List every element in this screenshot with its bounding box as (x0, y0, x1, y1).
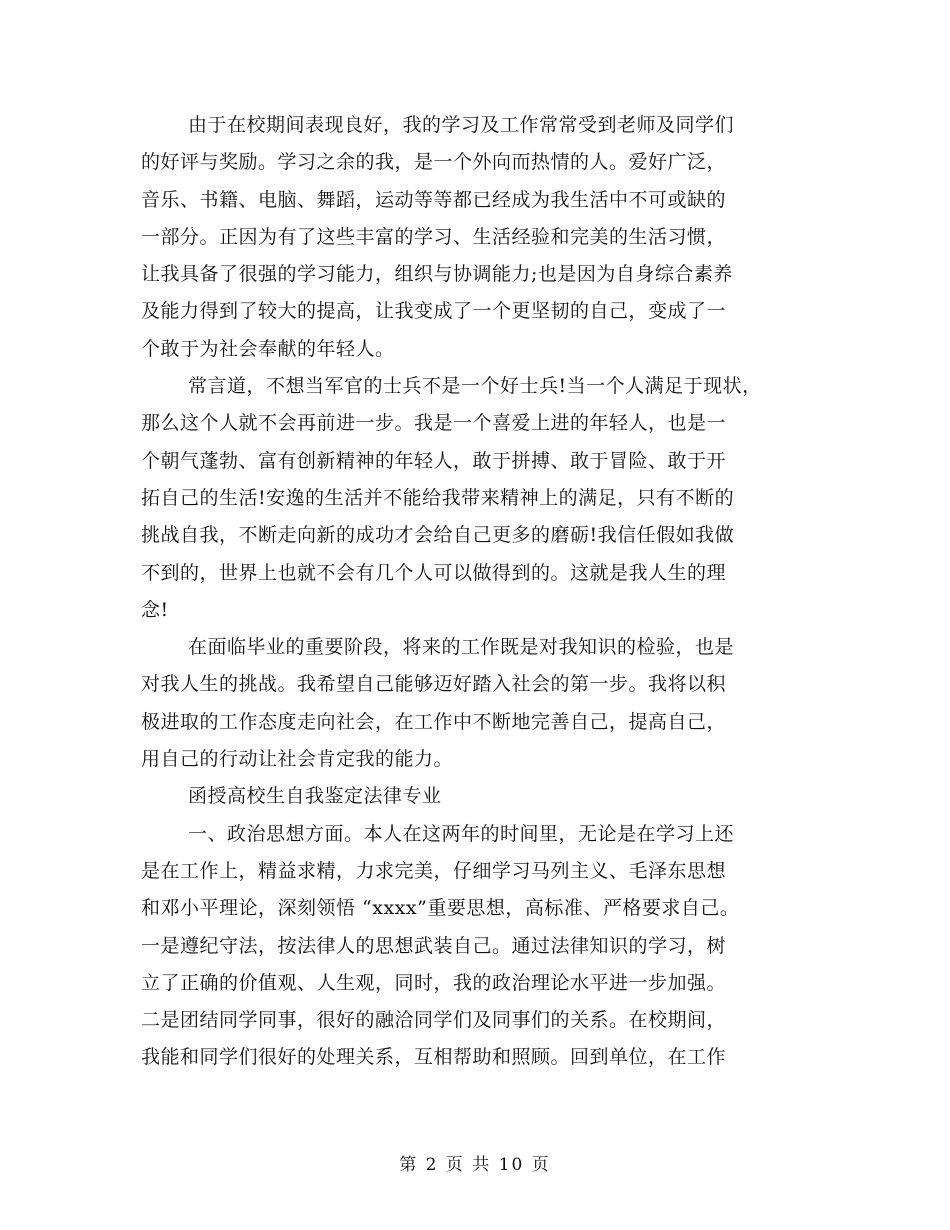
text-line: 我能和同学们很好的处理关系，互相帮助和照顾。回到单位，在工作 (141, 1046, 727, 1069)
text-line: 个敢于为社会奉献的年轻人。 (141, 337, 395, 360)
text-line: 二是团结同学同事，很好的融洽同学们及同事们的关系。在校期间， (141, 1009, 727, 1032)
text-line: 让我具备了很强的学习能力，组织与协调能力;也是因为自身综合素养 (141, 263, 733, 286)
text-line: 常言道，不想当军官的士兵不是一个好士兵!当一个人满足于现状， (188, 375, 762, 398)
text-line: 一是遵纪守法，按法律人的思想武装自己。通过法律知识的学习，树 (141, 934, 727, 957)
text-line: 及能力得到了较大的提高，让我变成了一个更坚韧的自己，变成了一 (141, 300, 727, 323)
text-line: 由于在校期间表现良好，我的学习及工作常常受到老师及同学们 (188, 114, 735, 136)
text-line: 挑战自我，不断走向新的成功才会给自己更多的磨砺!我信任假如我做 (141, 524, 735, 547)
text-line: 那么这个人就不会再前进一步。我是一个喜爱上进的年轻人，也是一 (141, 412, 727, 435)
text-line: 在面临毕业的重要阶段，将来的工作既是对我知识的检验，也是 (188, 636, 735, 659)
text-line: 念! (141, 598, 169, 621)
paragraph (141, 368, 821, 629)
paragraph (141, 629, 821, 778)
text-line: 不到的，世界上也就不会有几个人可以做得到的。这就是我人生的理 (141, 561, 727, 584)
text-line: 立了正确的价值观、人生观，同时，我的政治理论水平进一步加强。 (141, 971, 727, 994)
text-line: 一部分。正因为有了这些丰富的学习、生活经验和完美的生活习惯， (141, 225, 727, 248)
text-line: 的好评与奖励。学习之余的我，是一个外向而热情的人。爱好广泛， (141, 151, 727, 174)
text-line: 函授高校生自我鉴定法律专业 (188, 785, 442, 808)
paragraph (141, 107, 821, 368)
document-body (141, 107, 821, 1077)
text-line: 一、政治思想方面。本人在这两年的时间里，无论是在学习上还 (188, 822, 735, 845)
text-line: 用自己的行动让社会肯定我的能力。 (141, 748, 454, 771)
text-line: 音乐、书籍、电脑、舞蹈，运动等等都已经成为我生活中不可或缺的 (141, 188, 727, 211)
text-line: 极进取的工作态度走向社会，在工作中不断地完善自己，提高自己， (141, 710, 727, 733)
text-line: 对我人生的挑战。我希望自己能够迈好踏入社会的第一步。我将以积 (141, 673, 727, 696)
paragraph (141, 816, 821, 1077)
text-line: 个朝气蓬勃、富有创新精神的年轻人，敢于拼搏、敢于冒险、敢于开 (141, 449, 727, 472)
text-line: 拓自己的生活!安逸的生活并不能给我带来精神上的满足，只有不断的 (141, 486, 735, 509)
text-line: 是在工作上，精益求精，力求完美，仔细学习马列主义、毛泽东思想 (141, 859, 727, 882)
paragraph (141, 778, 821, 815)
text-line: 和邓小平理论，深刻领悟 “xxxx”重要思想，高标准、严格要求自己。 (141, 897, 740, 920)
page-footer: 第 2 页 共 10 页 (399, 1155, 551, 1175)
